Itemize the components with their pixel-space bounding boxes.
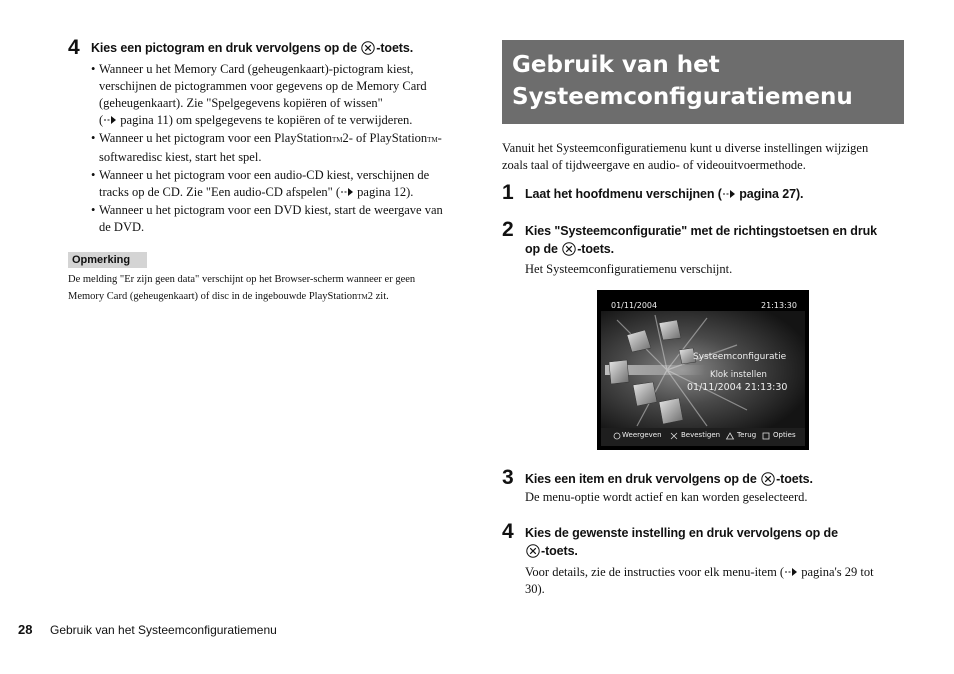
screen-button-label: Terug [737, 431, 757, 439]
step-number: 1 [502, 181, 514, 204]
step-body: Voor details, zie de instructies voor elk menu-item ( pagina's 29 tot 30). [525, 565, 874, 596]
screen-menu-item: Klok instellen [710, 370, 767, 380]
page-reference-arrow-icon [340, 187, 354, 197]
step-heading: Kies de gewenste instelling en druk vervolgens op de -toets. [525, 526, 838, 558]
page-number: 28 [18, 622, 33, 637]
step-heading-suffix: -toets. [376, 41, 414, 55]
step-number: 4 [68, 36, 80, 59]
intro-paragraph: Vanuit het Systeemconfiguratiemenu kunt u diverse instellingen wijzigen zoals taal of tijdweergave en audio- of videouitvoermethode. [502, 141, 869, 172]
screen-menu-title: Systeemconfiguratie [693, 352, 787, 362]
list-item: • Wanneer u het Memory Card (geheugenkaart)-pictogram kiest, verschijnen de pictogrammen voor gegevens op de Memory Card (geheugenkaart). Zie "Spelgegevens kopiëren of wissen" ( pagina 11) om spelgegevens te kopiëren of te verwijderen. [91, 61, 481, 129]
section-title [502, 40, 904, 124]
step-body: Het Systeemconfiguratiemenu verschijnt. [525, 262, 733, 276]
step-heading: Kies "Systeemconfiguratie" met de richtingstoetsen en druk op de -toets. [525, 224, 877, 256]
step-heading [91, 39, 413, 57]
cross-button-icon [562, 242, 576, 256]
section-title-line: Gebruik van het [512, 52, 720, 78]
system-configuration-screenshot [597, 290, 809, 450]
step-bullets [91, 61, 481, 237]
section-title-line: Systeemconfiguratiemenu [512, 84, 853, 110]
screen-date: 01/11/2004 [611, 301, 658, 310]
step-heading: Kies een item en druk vervolgens op de -toets. [525, 472, 813, 486]
list-item: • Wanneer u het pictogram voor een DVD kiest, start de weergave van de DVD. [91, 202, 481, 236]
screen-menu-value: 01/11/2004 21:13:30 [687, 382, 788, 393]
step-heading: Laat het hoofdmenu verschijnen ( pagina 27). [525, 187, 804, 201]
cross-button-icon [526, 544, 540, 558]
screen-time: 21:13:30 [761, 301, 797, 310]
cross-button-icon [361, 41, 375, 55]
list-item: • Wanneer u het pictogram voor een PlayStationTM2- of PlayStationTM- softwaredisc kiest, start het spel. [91, 130, 481, 166]
screen-background [597, 290, 809, 450]
screen-button-label: Bevestigen [681, 431, 721, 439]
step-body: De menu-optie wordt actief en kan worden geselecteerd. [525, 490, 808, 504]
note-text: De melding "Er zijn geen data" verschijnt op het Browser-scherm wanneer er geen Memory Card (geheugenkaart) of disc in de ingebouwde PlayStationTM2 zit. [68, 274, 416, 302]
note-label: Opmerking [68, 252, 147, 268]
cross-button-icon [761, 472, 775, 486]
screen-button-label: Opties [773, 431, 796, 439]
screen-button-label: Weergeven [622, 431, 662, 439]
step-number: 3 [502, 466, 514, 489]
page-reference-arrow-icon [103, 115, 117, 125]
running-footer-title: Gebruik van het Systeemconfiguratiemenu [50, 623, 277, 637]
step-heading-text: Kies een pictogram en druk vervolgens op de [91, 41, 357, 55]
step-number: 2 [502, 218, 514, 241]
page-reference-arrow-icon [722, 189, 736, 199]
list-item: • Wanneer u het pictogram voor een audio-CD kiest, verschijnen de tracks op de CD. Zie "Een audio-CD afspelen" ( pagina 12). [91, 167, 481, 201]
page-reference-arrow-icon [784, 567, 798, 577]
step-number: 4 [502, 520, 514, 543]
